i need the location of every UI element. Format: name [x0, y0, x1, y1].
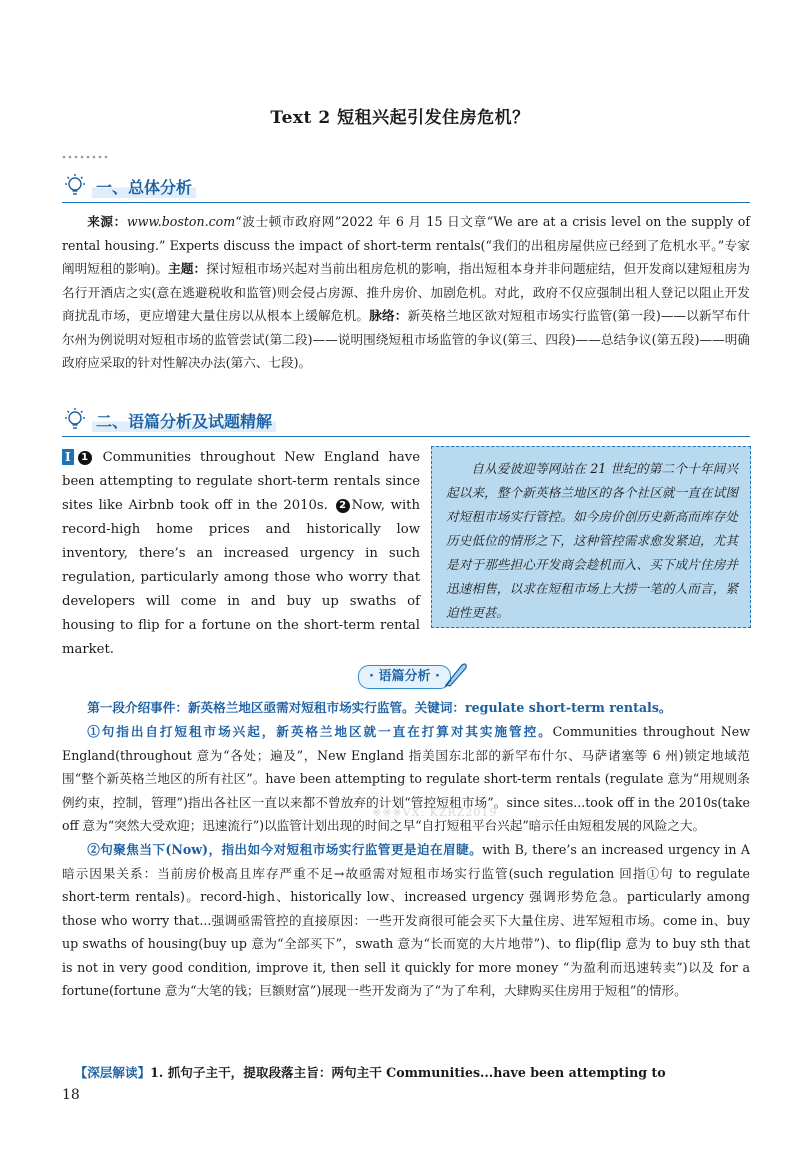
- lightbulb-icon: [62, 173, 88, 199]
- sentence-2: Now, with record-high home prices and historically low inventory, there’s an increased urgency in such regulation, particularly among those who worry that developers will come in and buy up swaths of housing to flip for a fortune on the short-term rental market.: [62, 498, 420, 657]
- source-label: 来源：: [87, 214, 127, 229]
- analysis-sentence-2: [62, 838, 750, 1003]
- lightbulb-icon: [62, 407, 88, 433]
- section-heading-label: 二、语篇分析及试题精解: [92, 409, 276, 432]
- deep-reading: [62, 1061, 750, 1085]
- deep-reading-label: 【深层解读】: [74, 1065, 151, 1080]
- translation-box: [431, 446, 751, 628]
- sentence-1: Communities throughout New England have been attempting to regulate short-term rentals since sites like Airbnb took off in the 2010s.: [62, 450, 420, 513]
- quill-pen-icon: [442, 660, 470, 688]
- topic-label: 主题：: [168, 261, 207, 276]
- context-label: 脉络：: [369, 308, 408, 323]
- deep-reading-text: 1. 抓句子主干，提取段落主旨：两句主干 Communities...have been attempting to: [150, 1065, 666, 1080]
- analysis-sentence-1: [62, 720, 750, 838]
- discourse-analysis-badge: [358, 665, 451, 689]
- paragraph-marker: I: [62, 449, 74, 465]
- analysis-s2-body: with B, there’s an increased urgency in A 暗示因果关系：当前房价极高且库存严重不足→故亟需对短租市场实行监管(such regulation 回指①句 to regulate short-term rentals)。record-high、historically low、increased urgency 强调形势危急。particularly among those who worry that...强调亟需管控的直接原因：一些开发商很可能会买下大量住房、进军短租市场。come in、buy up swaths of housing(buy up 意为“全部买下”，swath 意为“长而宽的大片地带”)、to flip(flip 意为 to buy sth that is not in very good condition, improve it, then sell it quickly for more money “为盈利而迅速转卖”)以及 for a fortune(fortune 意为“大笔的钱；巨额财富”)展现一些开发商为了“为了牟利，大肆购买住房用于短租”的情形。: [62, 842, 750, 998]
- topic-text: 探讨短租市场兴起对当前出租房危机的影响，指出短租本身并非问题症结，但开发商以建短租房为名行开酒店之实(意在逃避税收和监管)则会侵占房源、推升房价、加剧危机。对此，政府不仅应强制出租人登记以阻止开发商扰乱市场，更应增建大量住房以从根本上缓解危机。: [62, 261, 751, 323]
- decorative-dots: [62, 155, 112, 159]
- source-text: “波士顿市政府网”2022 年 6 月 15 日文章“We are at a crisis level on the supply of rental housing.” Experts discuss the impact of short-term rentals(“我们的出租房屋供应已经到了危机水平。”专家阐明短租的影响)。: [62, 214, 750, 276]
- sentence-marker-1: 1: [78, 451, 92, 465]
- section-heading-discourse: [62, 406, 750, 437]
- overall-analysis-paragraph: [62, 210, 750, 375]
- sentence-marker-2: 2: [336, 499, 350, 513]
- english-passage: [62, 446, 420, 662]
- section-heading-label: 一、总体分析: [92, 175, 196, 198]
- badge-label: · 语篇分析 ·: [369, 669, 440, 684]
- source-site: www.boston.com: [126, 214, 236, 229]
- section-heading-overall: [62, 172, 750, 203]
- analysis-intro-text: 第一段介绍事件：新英格兰地区亟需对短租市场实行监管。关键词：regulate short-term rentals。: [87, 700, 672, 715]
- analysis-s2-lead: ②句聚焦当下(Now)，指出如今对短租市场实行监管更是迫在眉睫。: [87, 842, 483, 857]
- analysis-s1-lead: ①句指出自打短租市场兴起，新英格兰地区就一直在打算对其实施管控。: [87, 724, 553, 739]
- watermark: ※※※VX: KZRZ2019: [372, 806, 498, 819]
- analysis-s1-body: Communities throughout New England(throughout 意为“各处；遍及”，New England 指美国东北部的新罕布什尔、马萨诸塞等 6 州)锁定地域范围“整个新英格兰地区的所有社区”。have been attempting to regulate short-term rentals (regulate 意为“用规则条例约束，控制，管理”)指出各社区一直以来都不曾放弃的计划“管控短租市场”。since sites...took off in the 2010s(take off 意为“突然大受欢迎；迅速流行”)以监管计划出现的时间之早“自打短租平台兴起”暗示任由短租发展的风险之大。: [62, 724, 751, 833]
- page-number: 18: [62, 1087, 80, 1103]
- page-title: Text 2 短租兴起引发住房危机？: [270, 108, 530, 128]
- analysis-intro: [62, 696, 750, 720]
- translation-text: 自从爱彼迎等网站在 21 世纪的第二个十年间兴起以来，整个新英格兰地区的各个社区就一直在试图对短租市场实行管控。如今房价创历史新高而库存处历史低位的情形之下，这种管控需求愈发紧迫，尤其是对于那些担心开发商会趁机而入、买下成片住房并迅速相售，以求在短租市场上大捞一笔的人而言，紧迫性更甚。: [446, 461, 738, 620]
- context-text: 新英格兰地区欲对短租市场实行监管(第一段)——以新罕布什尔州为例说明对短租市场的监管尝试(第二段)——说明围绕短租市场监管的争议(第三、四段)——总结争议(第五段)——明确政府应采取的针对性解决办法(第六、七段)。: [62, 308, 751, 370]
